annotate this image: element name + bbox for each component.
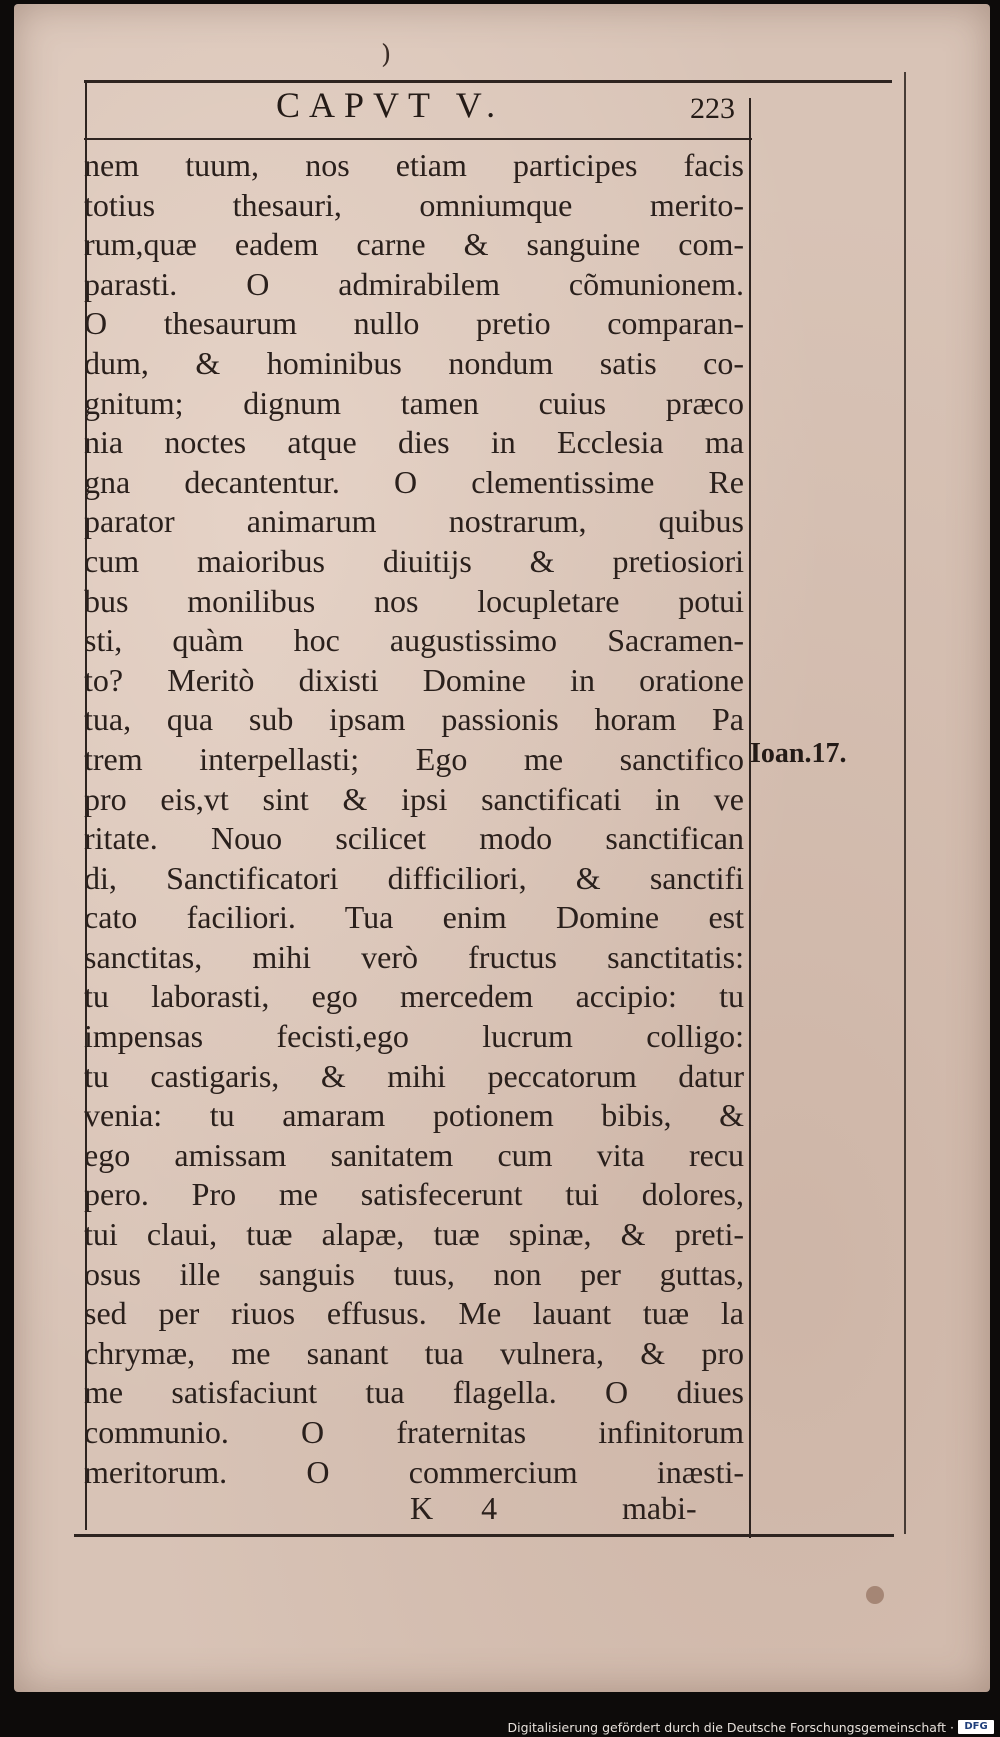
text-line: tui claui, tuæ alapæ, tuæ spinæ, & preti- [84, 1216, 744, 1253]
text-line: impensas fecisti,ego lucrum colligo: [84, 1018, 744, 1055]
text-line: parasti. O admirabilem cõmunionem. [84, 265, 744, 302]
running-head: CAPVT V. [276, 85, 505, 125]
text-line: parator animarum nostrarum, quibus [84, 503, 744, 540]
text-line: osus ille sanguis tuus, non per guttas, [84, 1255, 744, 1292]
page-number: 223 [690, 92, 735, 125]
text-line: cato faciliori. Tua enim Domine est [84, 899, 744, 936]
top-mark: ) [381, 40, 392, 70]
header-rule-bottom [84, 138, 752, 140]
text-line: sti, quàm hoc augustissimo Sacramen- [84, 622, 744, 659]
text-line: nem tuum, nos etiam participes facis [84, 147, 744, 183]
text-line: O thesaurum nullo pretio comparan- [84, 305, 744, 342]
footer-rule [74, 1534, 894, 1537]
text-line: di, Sanctificatori difficiliori, & sanctifi [84, 859, 744, 896]
text-line: tu castigaris, & mihi peccatorum datur [84, 1057, 744, 1094]
paper-stain [866, 1586, 884, 1604]
text-frame-right [749, 98, 751, 1538]
catchword: mabi- [622, 1490, 697, 1526]
text-line: chrymæ, me sanant tua vulnera, & pro [84, 1334, 744, 1371]
text-line: nia noctes atque dies in Ecclesia ma [84, 424, 744, 461]
margin-frame-right [904, 72, 906, 1534]
text-line: rum,quæ eadem carne & sanguine com- [84, 226, 744, 263]
text-line: dum, & hominibus nondum satis co- [84, 344, 744, 381]
text-line: ego amissam sanitatem cum vita recu [84, 1136, 744, 1173]
text-line: bus monilibus nos locupletare potui [84, 582, 744, 619]
text-line: trem interpellasti; Ego me sanctifico [84, 740, 744, 777]
text-line: gna decantentur. O clementissime Re [84, 463, 744, 500]
text-line: ritate. Nouo scilicet modo sanctifican [84, 820, 744, 857]
text-line: gnitum; dignum tamen cuius præco [84, 384, 744, 421]
body-text [84, 146, 744, 1492]
text-line: sanctitas, mihi verò fructus sanctitatis: [84, 938, 744, 975]
digitization-credit: Digitalisierung gefördert durch die Deutsche Forschungsgemeinschaft · [507, 1720, 954, 1735]
text-line: cum maioribus diuitijs & pretiosiori [84, 542, 744, 579]
header-rule-top [84, 80, 892, 83]
text-line: totius thesauri, omniumque merito- [84, 186, 744, 223]
text-line: communio. O fraternitas infinitorum [84, 1414, 744, 1450]
signature-mark: K 4 [410, 1490, 518, 1526]
dfg-logo: DFG [958, 1720, 994, 1734]
text-line: meritorum. O commercium inæsti- [84, 1453, 744, 1490]
text-line: tua, qua sub ipsam passionis horam Pa [84, 701, 744, 738]
text-line: sed per riuos effusus. Me lauant tuæ la [84, 1295, 744, 1332]
text-line: venia: tu amaram potionem bibis, & [84, 1097, 744, 1134]
text-line: tu laborasti, ego mercedem accipio: tu [84, 978, 744, 1015]
text-line: pero. Pro me satisfecerunt tui dolores, [84, 1176, 744, 1213]
text-line: me satisfaciunt tua flagella. O diues [84, 1374, 744, 1411]
marginal-note: Ioan.17. [750, 738, 847, 769]
text-line: pro eis,vt sint & ipsi sanctificati in ve [84, 780, 744, 817]
text-line: to? Meritò dixisti Domine in oratione [84, 661, 744, 698]
